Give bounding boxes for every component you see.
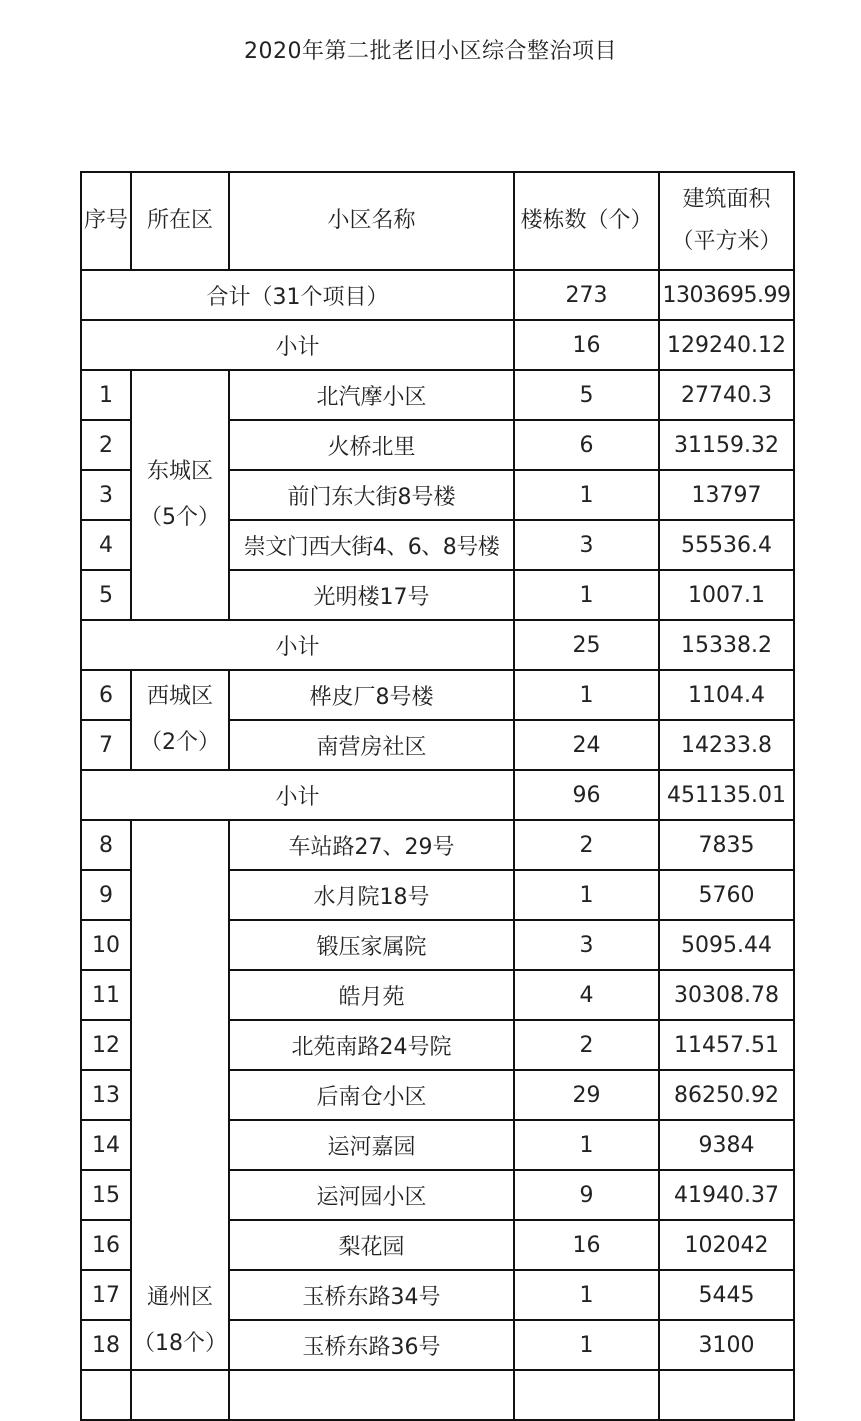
floor-area: 9384	[659, 1120, 794, 1170]
table-row	[81, 670, 794, 720]
header-row	[81, 172, 794, 270]
row-no	[81, 1370, 131, 1420]
building-count: 2	[514, 1020, 659, 1070]
floor-area: 14233.8	[659, 720, 794, 770]
subtotal-buildings: 25	[514, 620, 659, 670]
row-no: 12	[81, 1020, 131, 1070]
row-no: 6	[81, 670, 131, 720]
page-title: 2020年第二批老旧小区综合整治项目	[244, 39, 617, 64]
district-cell	[131, 820, 229, 1370]
floor-area: 1007.1	[659, 570, 794, 620]
community-name: 运河嘉园	[229, 1120, 514, 1170]
floor-area: 7835	[659, 820, 794, 870]
district-name: 通州区	[146, 1285, 213, 1310]
building-count	[514, 1370, 659, 1420]
floor-area: 5445	[659, 1270, 794, 1320]
row-no: 8	[81, 820, 131, 870]
header-area-line1: 建筑面积	[682, 187, 771, 212]
row-no: 7	[81, 720, 131, 770]
total-row	[81, 270, 794, 320]
community-name: 后南仓小区	[229, 1070, 514, 1120]
district-cell	[131, 670, 229, 770]
building-count: 1	[514, 670, 659, 720]
building-count: 3	[514, 520, 659, 570]
row-no: 5	[81, 570, 131, 620]
community-name: 玉桥东路36号	[229, 1320, 514, 1370]
community-name: 北汽摩小区	[229, 370, 514, 420]
community-name: 光明楼17号	[229, 570, 514, 620]
header-district: 所在区	[131, 172, 229, 270]
community-name: 崇文门西大街4、6、8号楼	[229, 520, 514, 570]
floor-area: 11457.51	[659, 1020, 794, 1070]
header-area	[659, 172, 794, 270]
building-count: 1	[514, 470, 659, 520]
subtotal-area: 451135.01	[659, 770, 794, 820]
header-buildings: 楼栋数（个）	[514, 172, 659, 270]
building-count: 16	[514, 1220, 659, 1270]
subtotal-label: 小计	[81, 620, 514, 670]
table-row	[81, 1370, 794, 1420]
subtotal-row	[81, 770, 794, 820]
community-name: 车站路27、29号	[229, 820, 514, 870]
subtotal-buildings: 96	[514, 770, 659, 820]
building-count: 2	[514, 820, 659, 870]
building-count: 4	[514, 970, 659, 1020]
row-no: 18	[81, 1320, 131, 1370]
district-count: （18个）	[133, 1331, 227, 1356]
building-count: 3	[514, 920, 659, 970]
building-count: 29	[514, 1070, 659, 1120]
district-name: 西城区	[146, 684, 213, 709]
row-no: 15	[81, 1170, 131, 1220]
row-no: 3	[81, 470, 131, 520]
community-name: 锻压家属院	[229, 920, 514, 970]
row-no: 11	[81, 970, 131, 1020]
subtotal-label: 小计	[81, 770, 514, 820]
table-row	[81, 370, 794, 420]
building-count: 5	[514, 370, 659, 420]
building-count: 1	[514, 1320, 659, 1370]
district-count: （2个）	[140, 730, 220, 755]
floor-area: 27740.3	[659, 370, 794, 420]
header-name: 小区名称	[229, 172, 514, 270]
row-no: 16	[81, 1220, 131, 1270]
building-count: 6	[514, 420, 659, 470]
district-cell	[131, 370, 229, 620]
community-name: 梨花园	[229, 1220, 514, 1270]
project-table	[80, 171, 795, 1421]
community-name	[229, 1370, 514, 1420]
building-count: 9	[514, 1170, 659, 1220]
floor-area: 3100	[659, 1320, 794, 1370]
floor-area: 5095.44	[659, 920, 794, 970]
district-count: （5个）	[140, 505, 220, 530]
header-no: 序号	[81, 172, 131, 270]
row-no: 17	[81, 1270, 131, 1320]
building-count: 1	[514, 1270, 659, 1320]
building-count: 24	[514, 720, 659, 770]
community-name: 皓月苑	[229, 970, 514, 1020]
community-name: 运河园小区	[229, 1170, 514, 1220]
total-buildings: 273	[514, 270, 659, 320]
floor-area: 55536.4	[659, 520, 794, 570]
floor-area: 30308.78	[659, 970, 794, 1020]
row-no: 1	[81, 370, 131, 420]
floor-area: 5760	[659, 870, 794, 920]
subtotal-row	[81, 620, 794, 670]
subtotal-area: 129240.12	[659, 320, 794, 370]
floor-area: 102042	[659, 1220, 794, 1270]
row-no: 4	[81, 520, 131, 570]
subtotal-label: 小计	[81, 320, 514, 370]
row-no: 9	[81, 870, 131, 920]
subtotal-row	[81, 320, 794, 370]
district-name: 东城区	[146, 459, 213, 484]
building-count: 1	[514, 1120, 659, 1170]
community-name: 玉桥东路34号	[229, 1270, 514, 1320]
community-name: 南营房社区	[229, 720, 514, 770]
row-no: 2	[81, 420, 131, 470]
community-name: 前门东大街8号楼	[229, 470, 514, 520]
subtotal-area: 15338.2	[659, 620, 794, 670]
floor-area	[659, 1370, 794, 1420]
floor-area: 31159.32	[659, 420, 794, 470]
building-count: 1	[514, 570, 659, 620]
floor-area: 86250.92	[659, 1070, 794, 1120]
floor-area: 1104.4	[659, 670, 794, 720]
district-cell-continued	[131, 1370, 229, 1420]
community-name: 火桥北里	[229, 420, 514, 470]
floor-area: 41940.37	[659, 1170, 794, 1220]
header-area-line2: （平方米）	[671, 229, 782, 254]
table-row	[81, 820, 794, 870]
row-no: 13	[81, 1070, 131, 1120]
building-count: 1	[514, 870, 659, 920]
total-area: 1303695.99	[659, 270, 794, 320]
community-name: 北苑南路24号院	[229, 1020, 514, 1070]
total-label: 合计（31个项目）	[81, 270, 514, 320]
row-no: 10	[81, 920, 131, 970]
row-no: 14	[81, 1120, 131, 1170]
floor-area: 13797	[659, 470, 794, 520]
community-name: 水月院18号	[229, 870, 514, 920]
community-name: 桦皮厂8号楼	[229, 670, 514, 720]
subtotal-buildings: 16	[514, 320, 659, 370]
